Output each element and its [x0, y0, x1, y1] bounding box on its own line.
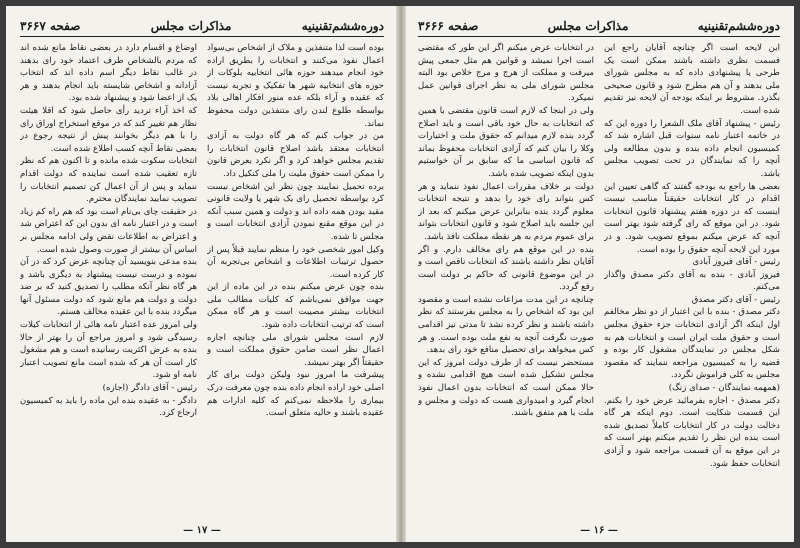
book-spread	[6, 6, 794, 542]
paragraph: دادگر - به عقیده بنده این ماده را باید به کمیسیون ارجاع کرد.	[20, 395, 197, 419]
paragraph: بنده مدعی بنویسید آن چنانچه عرض کرد که در آن نموده و درست نیست پیشنهاد به دیگری باشد و هر گاه نظر آنکه مطلب را تصدیق کنید که بر ضد دولت و دولت هم مانع شود که دولت مسئول آنها میگردد بنده با این عقیده مخالف هستم.	[20, 257, 197, 318]
paragraph: که اخذ آراء تردید رأی حاصل شود که اقلا هیئت نظار هم تغییر کند که در موقع استخراج اوراق رای را با هم دیگر بخوانند پیش از نتیجه رجوع در بعضی نقاط آنچه کسب اطلاع شده است.	[20, 105, 197, 154]
paragraph: بعضی ها راجع به بودجه گفتند که گاهی تعیین این اقدام در کار انتخابات حقیقتاً مناسب نیست اینست که در دوره هفتم پیشنهاد قانون انتخابات شود. در این موقع که رای گرفته شود بهتر است آنچه که عرض میکنم بموقع تصویب شود. و در مورد این لایحه آنچه حقوق را بوده است.	[604, 181, 780, 255]
right-page	[404, 6, 794, 542]
right-page-column-left	[418, 42, 594, 518]
paragraph: وکیل امور شخصی خود را منظم نمایند قبلاً پس از حصول ترتیبات اطلاعات و اشخاص بی‌تجربه آن کار کرده است.	[207, 244, 384, 280]
right-page-number: صفحه ۳۶۶۶	[418, 19, 479, 33]
paragraph: رئیس - آقای دکتر مصدق	[691, 294, 780, 305]
paragraph: دکتر مصدق - بنده با این اعتبار از دو نظر مخالفم اول اینکه اگر آزادی انتخابات جزء حقوق مجلس است و حقوق ملت ایران است و انتخابات هم به شکل مجلس در نمایندگان مشغول کار بوده و قضیه را به کمیسیون مراجعه ننمایند که مقصود مجلس به کلی فراموش نگردد.	[604, 307, 780, 381]
paragraph: (همهمه نمایندگان - صدای زنگ)	[668, 383, 780, 394]
paragraph: بوده است لذا متنفذین و ملاک از اشخاص بی‌سواد اعمال نفوذ می‌کنند و انتخابات را بطریق اراده خود انجام میدهند حوزه هائی انتخابیه بلوکات از حوزه های انتخابیه شهر ها تفکیک و تجربه نیست که عقیده و آراء بلکه عده منور افکار اهالی بلاد بواسطه طلوع لندن رای متنفذین دولت محفوظ نماند.	[207, 43, 384, 129]
paragraph: دکتر مصدق - اجازه بفرمائید عرض خود را بکنم. این قسمت شکایت است. دوم اینکه هر گاه دخالت دولت در کار انتخابات کاملاً تصدیق شده است بنده این نظر را تقدیم میکنم بهتر است که در این موقع به آن قسمت مراجعه شود و آزادی انتخابات حفظ شود.	[604, 395, 780, 469]
left-page-number: صفحه ۳۶۶۷	[20, 19, 81, 33]
paragraph: رئیس - پیشنهاد آقای ملک الشعرا را دوره این که در خاتمه اعتبار نامه سنوات قبل اشاره شد که کمیسیون انجام داده بنده و بدون مطالعه ولی آنچه را که نمایندگان در تحت تصویب مجلس باشد.	[604, 118, 780, 179]
left-folio: — ۱۷ —	[183, 525, 221, 536]
right-folio: — ۱۶ —	[580, 525, 618, 536]
left-session-label: دوره‌ششم‌تقنینیه	[301, 19, 384, 33]
left-page	[6, 6, 398, 542]
right-page-columns	[418, 42, 780, 518]
paragraph: دولت بر خلاف مقررات اعمال نفوذ ننماید و هر کس بتواند رای خود را بدهد و نتیجه انتخابات معلوم گردد بنده بنابراین عرض میکنم که بعد از این جلسه باید اصلاح شود و قانون انتخابات بتواند برای عموم مردم به هر نقطه مملکت نافذ باشد.	[418, 181, 594, 242]
paragraph: اوضاع و اقسام دارد در بعضی نقاط مانع شده اند که مردم بالشخاص طرف اعتماد خود رای بدهند در غالب نقاط دیگر اسم داده اند که انتخاب آزادانه و اشخاص شایسته باید انجام بدهند و هر یک از اعضا شود و پیشنهاد شده بود.	[20, 43, 197, 104]
paragraph: بنده در این موقع هم رای مخالف دارم. و اگر آقایان نظر داشته باشند که انتخابات ناقص است و در این موضوع قانونی که حاکم بر دولت است رفع گردد.	[418, 244, 594, 293]
paragraph: رئیس - آقای فیروز آبادی	[692, 257, 780, 268]
paragraph: من در جواب کنم که هر گاه دولت به آزادی انتخابات معتقد باشد اصلاح قانون انتخابات را تقدیم مجلس خواهد کرد و اگر نکرد بعرض قانون را ممکن است حقوق ملیت را ملی کنکیل داد.	[207, 131, 384, 179]
paragraph: رئیس - آقای دادگر (اجازه)	[102, 383, 197, 394]
paragraph: چنانچه در این مدت مراعات نشده است و مقصود این بود که اشخاص را به مجلس بفرستند که نظر داشته باشند و نظر کرده نشد تا مدتی نیز اقدامی صورت نگرفت آنچه به نفع ملت بوده است. و هر کس میخواهد برای تحصیل منافع خود رای بدهد.	[418, 294, 594, 356]
right-page-header	[418, 16, 780, 37]
left-page-title: مذاکرات مجلس	[150, 19, 232, 33]
left-page-header	[20, 16, 384, 37]
left-page-column-left	[20, 42, 197, 518]
right-session-label: دوره‌ششم‌تقنینیه	[697, 19, 780, 33]
right-page-column-right	[604, 42, 780, 518]
left-page-columns	[20, 42, 384, 518]
paragraph: ولی در اینجا که لازم است قانون مقتضی با همین که انتخابات به حال خود باقی است و باید اصلاح گردد بنده لازم میدانم که حقوق ملت و اختیارات وکلا را بیان کنم که آزادی انتخابات محفوظ بماند که قانون اساسی ما که سابق بر آن خواستیم بدون اینکه تصویب شده باشد.	[418, 105, 594, 179]
paragraph: ولی امروز عده اعتبار نامه هائی از انتخابات کیلات رسیدگی شود و امروز مراجع آن را بهتر از حالا بنده به عرض اکثریت رسانیده است و هم مشغول کار است آن هر که شده است مانع تصویب اعتبار نامه او شود.	[20, 320, 197, 381]
left-page-column-right	[207, 42, 384, 518]
paragraph: لازم است مجلس شورای ملی چنانچه اجازه اعمال نظر است ضامن حقوق مملکت است و حقیقتاً اگر بهتر نمیشد.	[207, 332, 384, 368]
paragraph: در حقیقت چای بی‌نام است بود که هم راه کم زیاد است و در اعتبار نامه ای بدون این که اعتراض شد و اعتراض به اطلاعات نقض ولی ادامه مجلس بر اساس آن بیشتر از صورت وصول شده است.	[20, 206, 197, 255]
paragraph: مستحضر نیست که از طرف دولت امروز که این مجلس تشکیل شده است هیچ اقدامی نشده و حالا ممکن است که انتخابات بدون اعمال نفوذ انجام گیرد و امیدواری هست که دولت و مجلس و ملت با هم متفق باشند.	[418, 357, 594, 419]
paragraph: بنده چون عرض میکنم بنده در این ماده از این جهت موافق نمی‌باشم که کلیات مطالب ملی انتخابات بیشتر مصیبت است و هر گاه ممکن است که ترتیب انتخابات داده شود.	[207, 282, 384, 331]
paragraph: در انتخابات عرض میکنم اگر این طور که مقتضی است اجرا نمیشد و قوانین هم مثل جمعی پیش میرفت و مملکت از هرج و مرج خلاص بود البته مجلس شورای ملی به نظر اجرای قوانین عمل نمیکرد.	[418, 43, 594, 104]
paragraph: پیشرفت ما امروز نبود ولیکن دولت برای کار اصلی خود اراده انجام داده بنده چون معرفت درک بیماری را ملاحظه نمی‌کنم که کلیه ادارات هم عقیده باشند و حالیه متعلق است.	[207, 370, 384, 419]
paragraph: این لایحه است اگر چنانچه آقایان راجع این قسمت نظری داشته باشند ممکن است یک طرحی یا پیشنهادی داده که به مجلس شورای ملی بدهند و آن هم مطرح شود و قانون صحیحی بگذرد. مشروط بر اینکه بودجه آن لایحه نیز تقدیم شده است.	[604, 43, 780, 116]
paragraph: انتخابات سکوت شده مانده و تا اکنون هم که نظر تازه تعقیب شده است نماینده که دولت اقدام ننماید و پس از آن اعمال کن تصمیم انتخابات را تصویب نمایید نمایندگان محترم.	[20, 156, 197, 205]
paragraph: فیروز آبادی - بنده به آقای دکتر مصدق واگذار می‌کنم.	[604, 269, 780, 293]
right-page-title: مذاکرات مجلس	[547, 19, 629, 33]
paragraph: برده تحمیل نماییند چون نظر این اشخاص نیست کرد بواسطه تحصیل رای یک شهر یا ولایت قانونی مقید بودن همه داده اند و دولت و همین سبب آنکه در این موقع مقنع نمودن آزادی انتخابات است و مجلس تا شده.	[207, 181, 384, 242]
